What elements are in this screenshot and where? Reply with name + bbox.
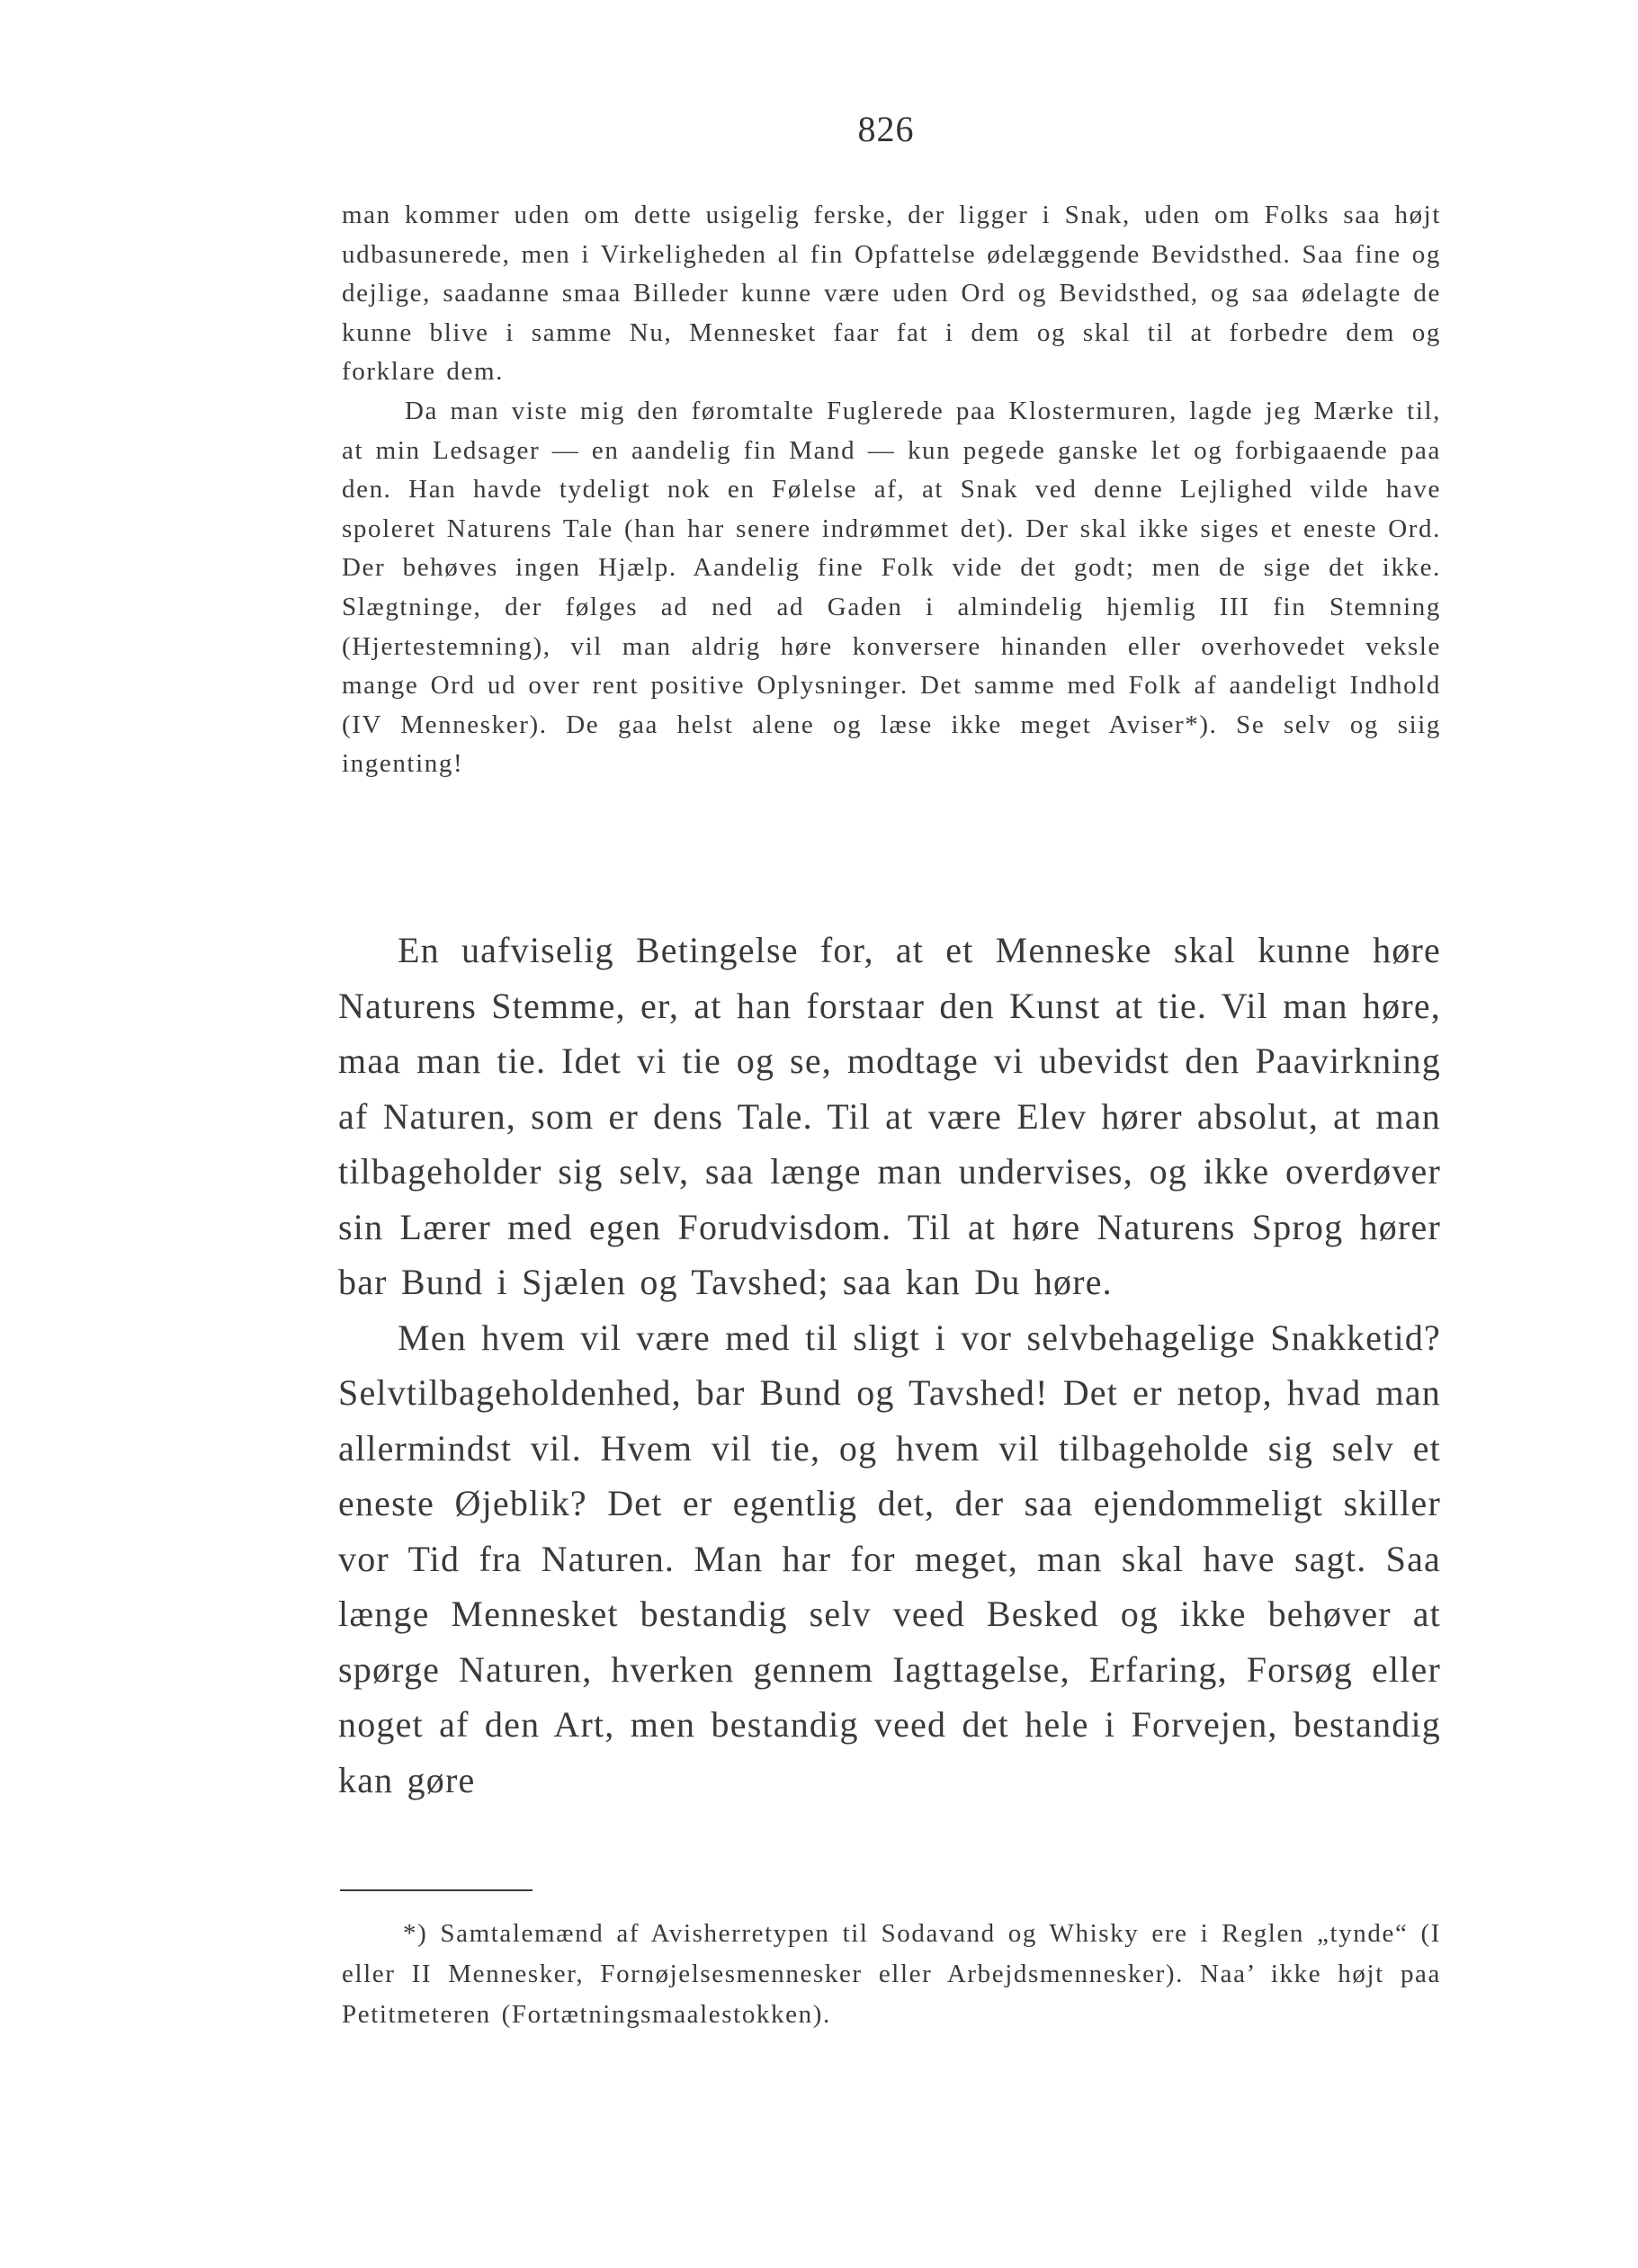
large-paragraph-2: Men hvem vil være med til sligt i vor selvbehagelige Snakketid? Selvtilbageholdenhed, bar Bund og Tavshed! Det er netop, hvad man allermindst vil. Hvem vil tie, og hvem vil tilbageholde sig selv et eneste Øjeblik? Det er egentlig det, der saa ejendommeligt skiller vor Tid fra Naturen. Man har for meget, man skal have sagt. Saa længe Mennesket bestandig selv veed Besked og ikke behøver at spørge Naturen, hverken gennem Iagttagelse, Erfaring, Forsøg eller noget af den Art, men bestandig veed det hele i Forvejen, bestandig kan gøre bbox=[338, 1317, 1441, 1800]
small-paragraph-1: man kommer uden om dette usigelig ferske, der ligger i Snak, uden om Folks saa højt udbasunerede, men i Virkeligheden al fin Opfattelse ødelæggende Bevidsthed. Saa fine og dejlige, saadanne smaa Billeder kunne være uden Ord og Bevidsthed, og saa ødelagte de kunne blive i samme Nu, Mennesket faar fat i dem og skal til at forbedre dem og forklare dem. bbox=[342, 201, 1441, 387]
footnote-divider bbox=[340, 1889, 533, 1891]
page-number: 826 bbox=[857, 109, 915, 149]
body-text-small bbox=[342, 196, 1441, 784]
large-paragraph-1: En uafviselig Betingelse for, at et Menneske skal kunne høre Naturens Stemme, er, at han forstaar den Kunst at tie. Vil man høre, maa man tie. Idet vi tie og se, modtage vi ubevidst den Paavirkning af Naturen, som er dens Tale. Til at være Elev hører absolut, at man tilbageholder sig selv, saa længe man undervises, og ikke overdøver sin Lærer med egen Forudvisdom. Til at høre Naturens Sprog hører bar Bund i Sjælen og Tavshed; saa kan Du høre. bbox=[338, 930, 1441, 1302]
body-text-large bbox=[338, 923, 1441, 1808]
small-paragraph-2: Da man viste mig den føromtalte Fuglerede paa Klostermuren, lagde jeg Mærke til, at min Ledsager — en aandelig fin Mand — kun pegede ganske let og forbigaaende paa den. Han havde tydeligt nok en Følelse af, at Snak ved denne Lejlighed vilde have spoleret Naturens Tale (han har senere indrømmet det). Der skal ikke siges et eneste Ord. Der behøves ingen Hjælp. Aandelig fine Folk vide det godt; men de sige det ikke. Slægtninge, der følges ad ned ad Gaden i almindelig hjemlig III fin Stemning (Hjertestemning), vil man aldrig høre konversere hinanden eller overhovedet veksle mange Ord ud over rent positive Oplysninger. Det samme med Folk af aandeligt Indhold (IV Mennesker). De gaa helst alene og læse ikke meget Aviser*). Se selv og siig ingenting! bbox=[342, 396, 1441, 779]
footnote-text: *) Samtalemænd af Avisherretypen til Sodavand og Whisky ere i Reglen „tynde“ (I eller II Mennesker, Fornøjelsesmennesker eller Arbejdsmennesker). Naa’ ikke højt paa Petitmeteren (Fortætningsmaalestokken). bbox=[342, 1919, 1441, 2029]
footnote bbox=[342, 1914, 1441, 2035]
